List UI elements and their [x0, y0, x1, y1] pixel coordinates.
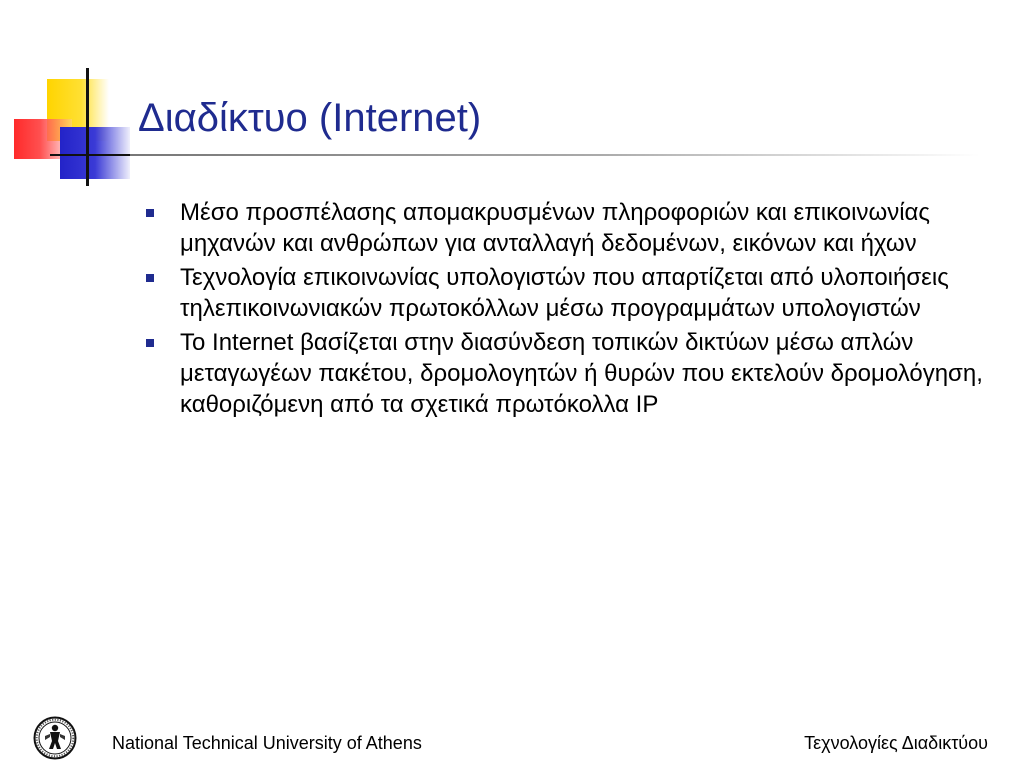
- bullet-text: Μέσο προσπέλασης απομακρυσμένων πληροφοριών και επικοινωνίας μηχανών και ανθρώπων για ανταλλαγή δεδομένων, εικόνων και ήχων: [180, 199, 930, 257]
- bullet-text: Το Internet βασίζεται στην διασύνδεση τοπικών δικτύων μέσω απλών μεταγωγέων πακέτου, δρομολογητών ή θυρών που εκτελούν δρομολόγηση, καθοριζόμενη από τα σχετικά πρωτόκολλα IP: [180, 329, 983, 418]
- bullet-marker-icon: [146, 262, 180, 282]
- bullet-item: [146, 262, 1002, 324]
- bullet-marker-icon: [146, 327, 180, 347]
- decorative-horizontal-line: [50, 154, 140, 156]
- title-underline: [130, 154, 980, 156]
- decorative-vertical-line: [86, 68, 89, 186]
- university-seal-icon: [33, 716, 77, 760]
- footer-institution: National Technical University of Athens: [112, 733, 422, 753]
- slide-title: Διαδίκτυο (Internet): [138, 96, 482, 140]
- bullet-text: Τεχνολογία επικοινωνίας υπολογιστών που απαρτίζεται από υλοποιήσεις τηλεπικοινωνιακών πρωτοκόλλων μέσω προγραμμάτων υπολογιστών: [180, 264, 949, 322]
- bullet-list: [146, 197, 1002, 423]
- bullet-item: [146, 327, 1002, 420]
- bullet-marker-icon: [146, 197, 180, 217]
- bullet-item: [146, 197, 1002, 259]
- decorative-blue-square: [60, 127, 130, 179]
- footer-course-title: Τεχνολογίες Διαδικτύου: [804, 733, 988, 753]
